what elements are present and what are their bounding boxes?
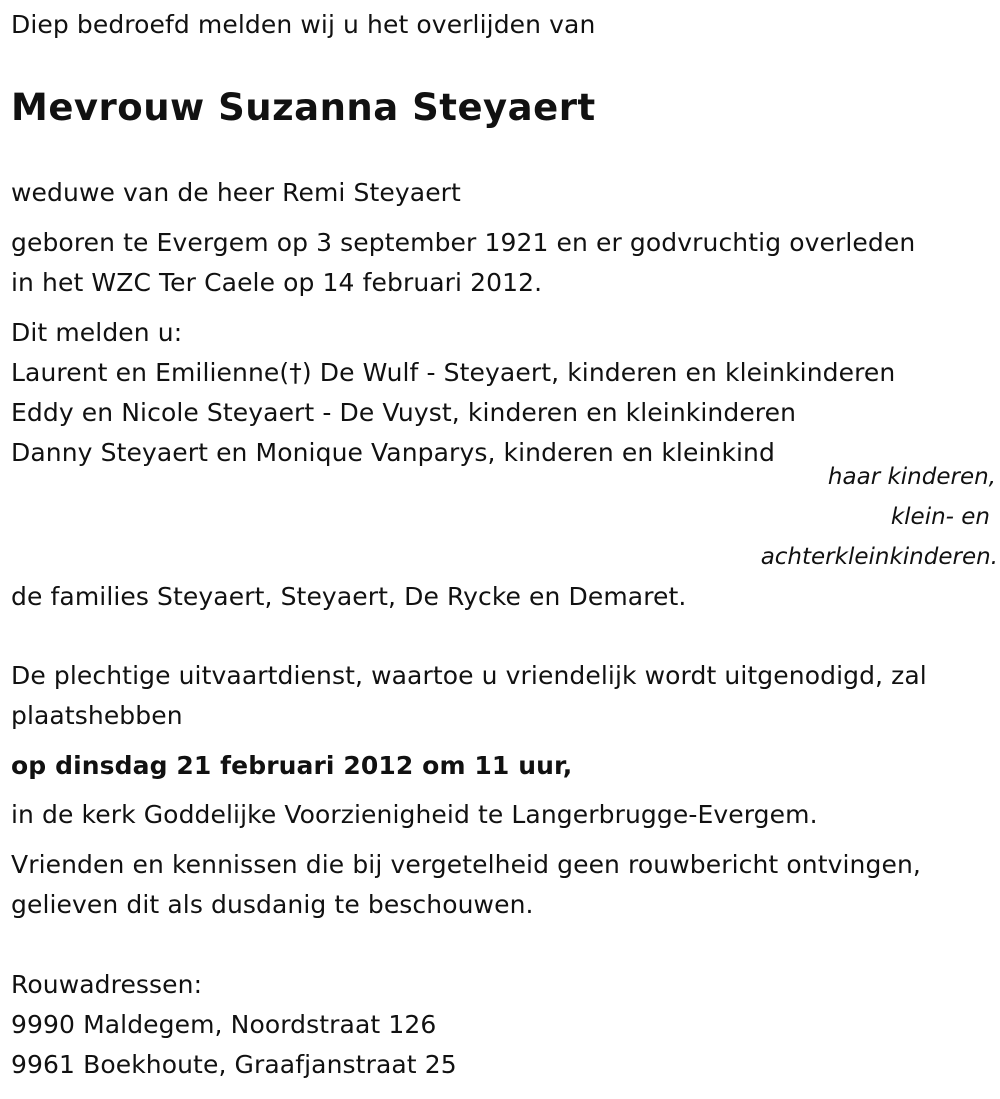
service-place: in de kerk Goddelijke Voorzienigheid te Langerbrugge-Evergem.: [11, 800, 818, 829]
announcer-line: Danny Steyaert en Monique Vanparys, kinderen en kleinkind: [11, 438, 775, 467]
announcer-line: Laurent en Emilienne(†) De Wulf - Steyaert, kinderen en kleinkinderen: [11, 358, 896, 387]
deceased-name: Mevrouw Suzanna Steyaert: [11, 86, 596, 129]
birth-death-line-1: geboren te Evergem op 3 september 1921 en er godvruchtig overleden: [11, 228, 916, 257]
birth-death-line-2: in het WZC Ter Caele op 14 februari 2012.: [11, 268, 543, 297]
signature-line-1: haar kinderen,: [827, 464, 996, 490]
intro-text: Diep bedroefd melden wij u het overlijden van: [11, 10, 596, 39]
signature-line-2: klein- en: [890, 504, 990, 530]
address-line: 9990 Maldegem, Noordstraat 126: [11, 1010, 437, 1039]
service-intro-line-1: De plechtige uitvaartdienst, waartoe u vriendelijk wordt uitgenodigd, zal: [11, 661, 927, 690]
notice-line-1: Vrienden en kennissen die bij vergetelheid geen rouwbericht ontvingen,: [11, 850, 921, 879]
service-intro-line-2: plaatshebben: [11, 701, 183, 730]
service-date: op dinsdag 21 februari 2012 om 11 uur,: [11, 751, 573, 780]
addresses-heading: Rouwadressen:: [11, 970, 203, 999]
announcers-heading: Dit melden u:: [11, 318, 183, 347]
signature-line-3: achterkleinkinderen.: [760, 544, 998, 570]
notice-line-2: gelieven dit als dusdanig te beschouwen.: [11, 890, 534, 919]
announcer-line: Eddy en Nicole Steyaert - De Vuyst, kinderen en kleinkinderen: [11, 398, 797, 427]
address-line: 9961 Boekhoute, Graafjanstraat 25: [11, 1050, 457, 1079]
spouse-line: weduwe van de heer Remi Steyaert: [11, 178, 461, 207]
families-line: de families Steyaert, Steyaert, De Rycke en Demaret.: [11, 582, 687, 611]
